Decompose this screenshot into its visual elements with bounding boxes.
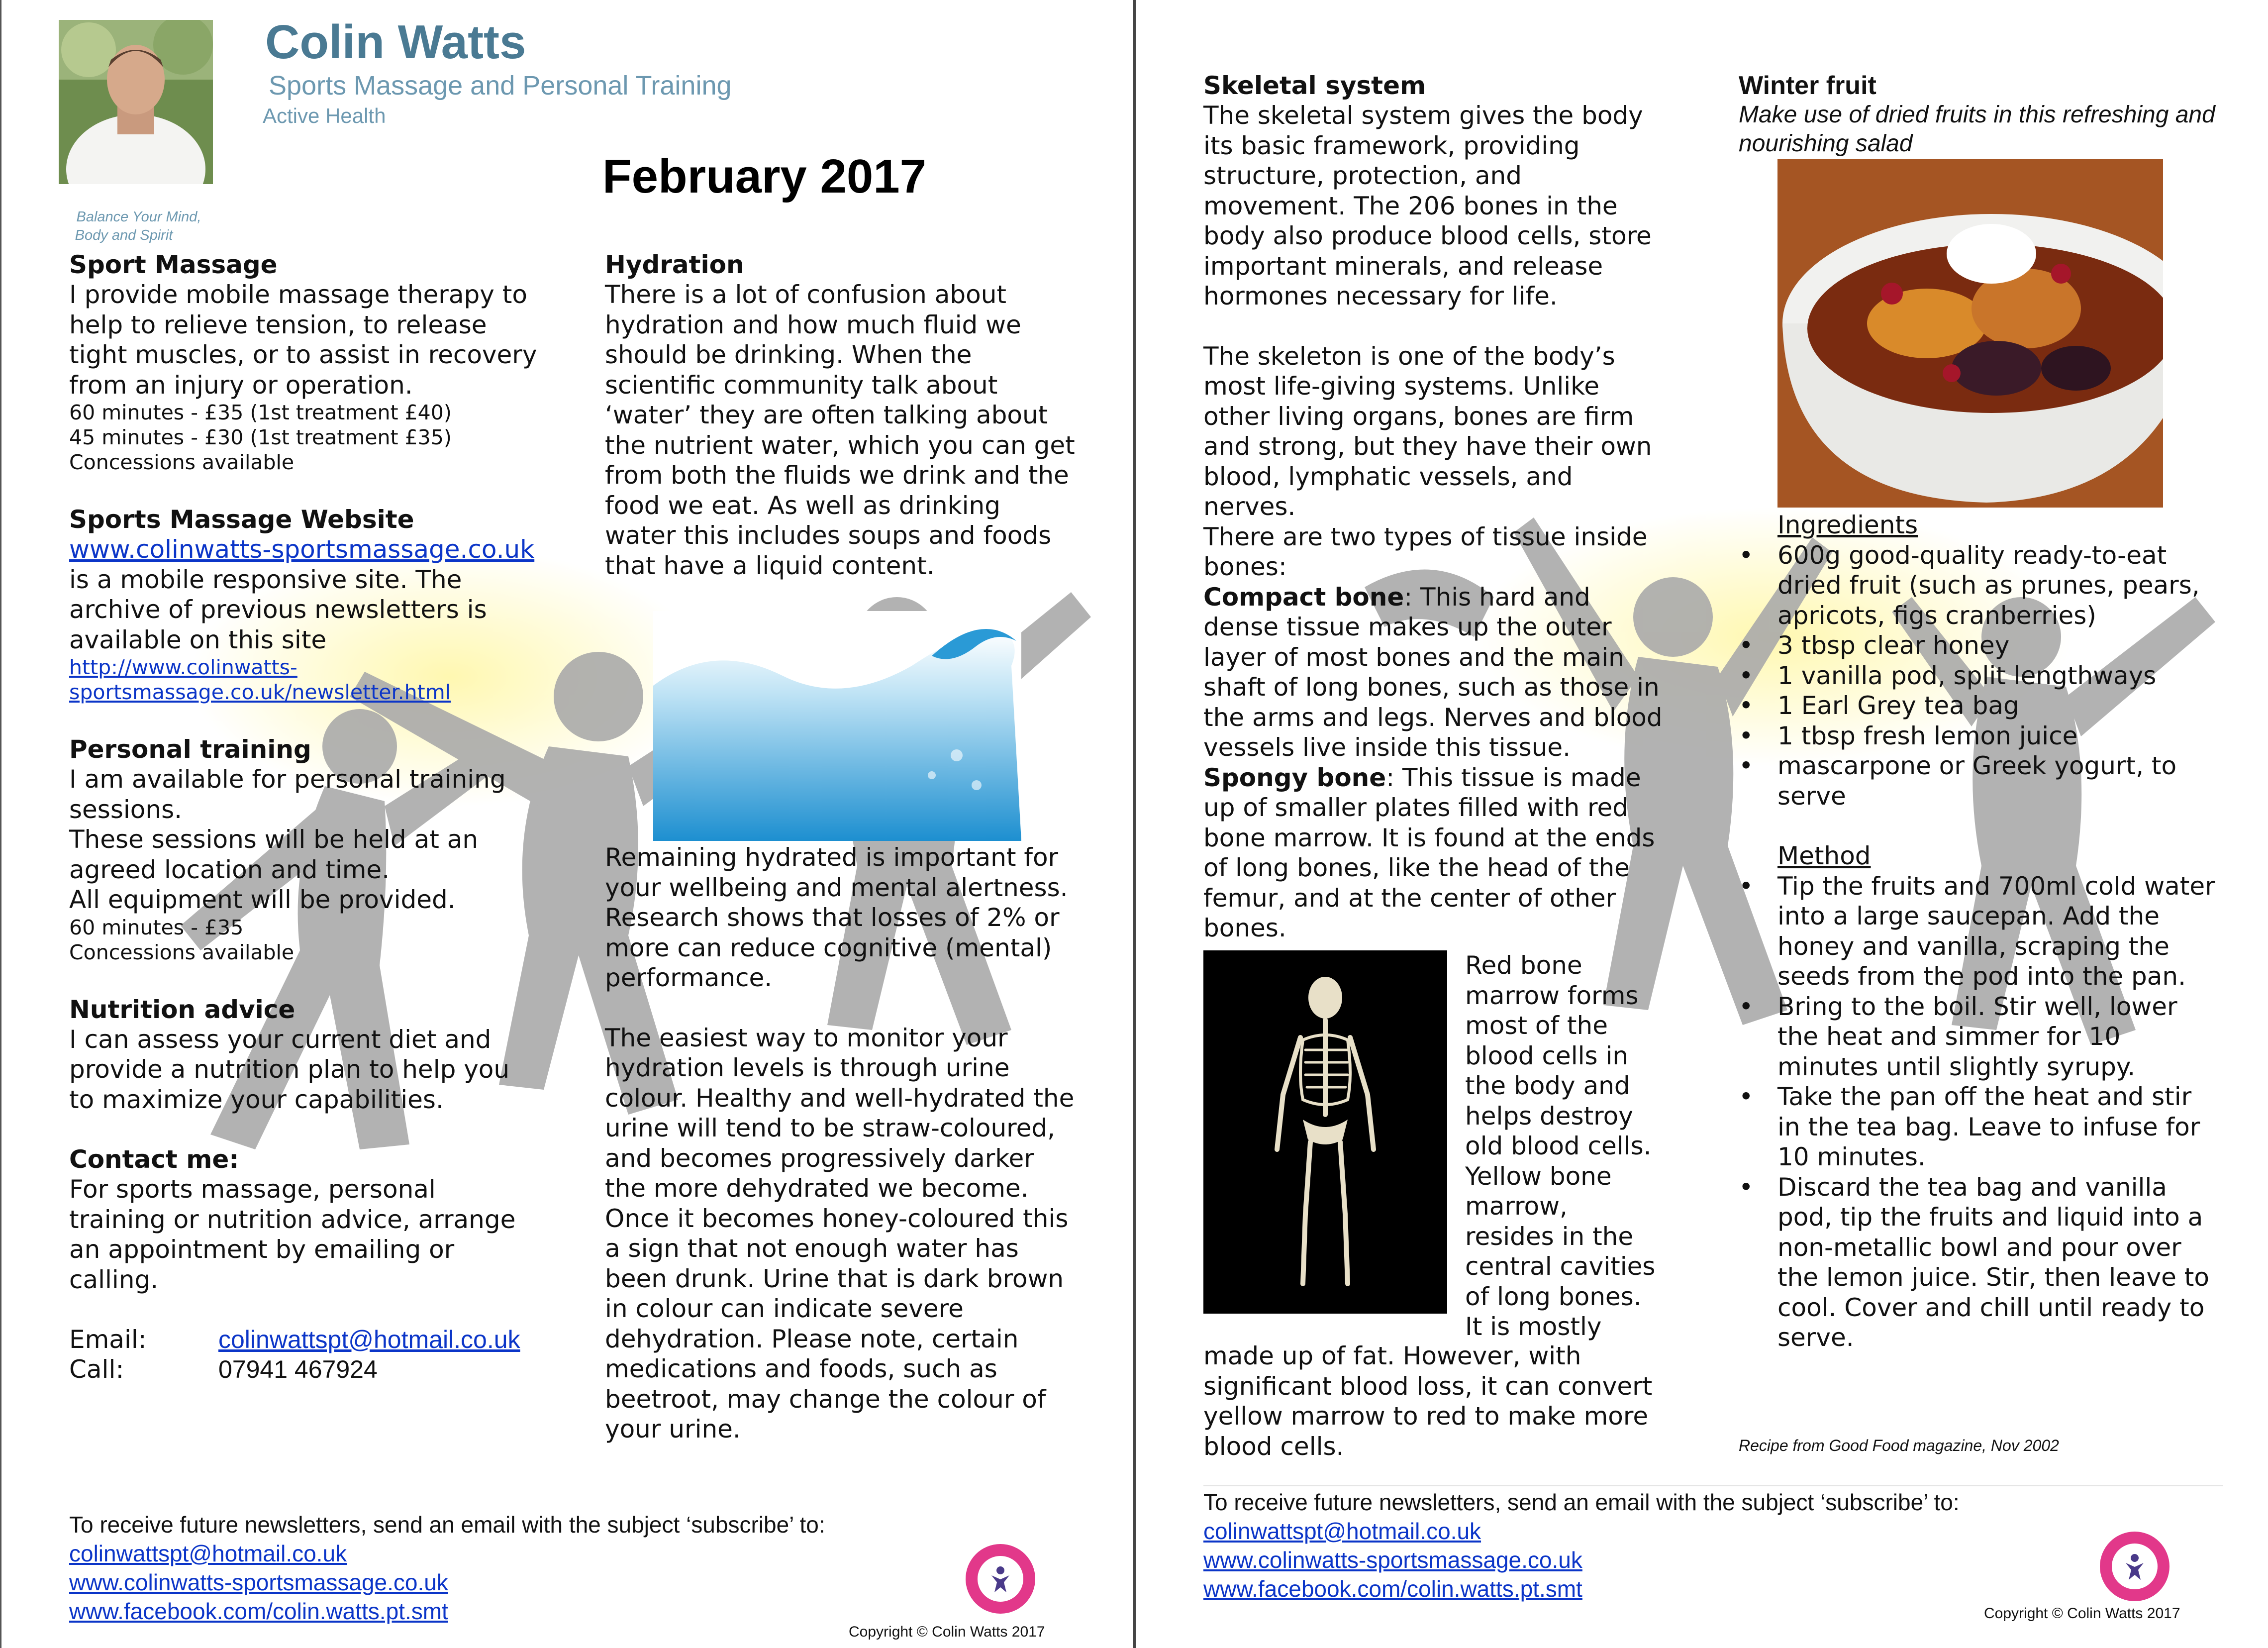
ingredient-item: • 600g good-quality ready-to-eat dried fruit (such as prunes, pears, apricots, figs cranberries) [1739, 540, 2216, 631]
fruit-bowl-image [1777, 159, 2163, 508]
tagline-line-2: Body and Spirit [75, 227, 173, 243]
email-label: Email: [69, 1325, 147, 1354]
compact-bone-label: Compact bone [1203, 582, 1404, 612]
website-link[interactable]: www.colinwatts-sportsmassage.co.uk [69, 535, 535, 564]
footer-divider [1203, 1485, 2223, 1486]
hydration-column [605, 250, 1083, 581]
spongy-bone-para [1203, 763, 1669, 943]
sport-massage-concessions: Concessions available [69, 450, 295, 474]
ingredients-list [1739, 540, 2216, 812]
phone-row [69, 1354, 557, 1384]
skeletal-para-2: The skeleton is one of the body’s most life-giving systems. Unlike other living organs, bones are firm and strong, but they have their own blood, lymphatic vessels, and nerves. [1203, 341, 1652, 521]
sport-massage-heading: Sport Massage [69, 250, 278, 279]
skeletal-heading: Skeletal system [1203, 71, 1426, 100]
copyright-right: Copyright © Colin Watts 2017 [1984, 1605, 2180, 1622]
personal-training-heading: Personal training [69, 735, 311, 764]
reps-badge-icon [964, 1543, 1037, 1615]
ingredient-item: • 1 tbsp fresh lemon juice [1739, 721, 2216, 751]
sport-massage-price-60: 60 minutes - £35 (1st treatment £40) [69, 401, 452, 424]
contact-email-link[interactable]: colinwattspt@hotmail.co.uk [218, 1326, 520, 1353]
skeletal-column [1203, 71, 1681, 943]
ingredient-item: • mascarpone or Greek yogurt, to serve [1739, 751, 2216, 811]
sport-massage-body: I provide mobile massage therapy to help to relieve tension, to release tight muscles, or to assist in recovery from an injury or operation. [69, 280, 537, 400]
phone-label: Call: [69, 1355, 124, 1384]
footer-facebook-link-right[interactable]: www.facebook.com/colin.watts.pt.smt [1203, 1576, 1582, 1602]
recipe-column [1739, 71, 2236, 158]
personal-training-concessions: Concessions available [69, 940, 295, 964]
contact-body: For sports massage, personal training or nutrition advice, arrange an appointment by emailing or calling. [69, 1175, 516, 1294]
marrow-side-text: Red bone marrow forms most of the blood cells in the body and helps destroy old blood cells. Yellow bone marrow, resides in the central cavities of long bones. It is mostly [1465, 951, 1656, 1341]
nutrition-heading: Nutrition advice [69, 995, 296, 1024]
tagline-line-1: Balance Your Mind, [76, 209, 201, 225]
marrow-rest-text: made up of fat. However, with significant blood loss, it can convert yellow marrow to red to make more blood cells. [1203, 1341, 1653, 1461]
hydration-column-lower [605, 842, 1083, 1444]
method-step-item: • Discard the tea bag and vanilla pod, tip the fruits and liquid into a non-metallic bowl and pour over the lemon juice. Stir, then leave to cool. Cover and chill until ready to serve. [1739, 1172, 2216, 1353]
recipe-source: Recipe from Good Food magazine, Nov 2002 [1739, 1437, 2059, 1454]
subscribe-text-right: To receive future newsletters, send an email with the subject ‘subscribe’ to: [1203, 1489, 1960, 1515]
contact-heading: Contact me: [69, 1145, 239, 1174]
left-column [69, 250, 557, 1384]
hydration-para-3: The easiest way to monitor your hydration levels is through urine colour. Healthy and well-hydrated the urine will tend to be straw-coloured, and becomes progressively darker the more dehydrated we become. Once it becomes honey-coloured this a sign that not enough water has been drunk. Urine that is dark brown in colour can indicate severe dehydration. Please note, certain medications and foods, such as beetroot, may change the colour of your urine. [605, 1023, 1075, 1443]
newsletter-page-left [0, 0, 1133, 1648]
newsletter-page-right [1133, 0, 2268, 1648]
reps-badge-icon-right [2098, 1530, 2171, 1603]
ingredient-item: • 3 tbsp clear honey [1739, 630, 2216, 661]
contact-phone: 07941 467924 [218, 1355, 378, 1383]
recipe-lists [1739, 510, 2246, 1353]
copyright-left: Copyright © Colin Watts 2017 [849, 1624, 1045, 1640]
issue-date: February 2017 [602, 150, 927, 203]
skeletal-para-1: The skeletal system gives the body its basic framework, providing structure, protection, and movement. The 206 bones in the body also produce blood cells, store important minerals, and release hormones necessary for life. [1203, 101, 1652, 310]
profile-photo [59, 20, 213, 184]
method-step-item: • Bring to the boil. Stir well, lower the heat and simmer for 10 minutes until slightly syrupy. [1739, 992, 2216, 1082]
water-wave-image [653, 611, 1021, 841]
personal-training-body: I am available for personal training sessions. These sessions will be held at an agreed location and time. All equipment will be provided. [69, 765, 506, 914]
tagline [69, 208, 208, 245]
personal-training-price: 60 minutes - £35 [69, 915, 244, 939]
hydration-para-2: Remaining hydrated is important for your wellbeing and mental alertness. Research shows that losses of 2% or more can reduce cognitive (mental) performance. [605, 843, 1068, 992]
header-subtitle: Sports Massage and Personal Training [269, 71, 732, 101]
footer-left [69, 1510, 1114, 1626]
footer-facebook-link[interactable]: www.facebook.com/colin.watts.pt.smt [69, 1598, 448, 1624]
subscribe-text: To receive future newsletters, send an email with the subject ‘subscribe’ to: [69, 1512, 825, 1538]
compact-bone-text: : This hard and dense tissue makes up the outer layer of most bones and the main shaft of long bones, such as those in the arms and legs. Nerves and blood vessels live inside this tissue. [1203, 582, 1663, 762]
sport-massage-price-45: 45 minutes - £30 (1st treatment £35) [69, 425, 452, 449]
website-body: is a mobile responsive site. The archive of previous newsletters is available on this site [69, 565, 487, 654]
footer-right [1203, 1488, 2198, 1603]
hydration-heading: Hydration [605, 250, 744, 279]
footer-email-link-right[interactable]: colinwattspt@hotmail.co.uk [1203, 1518, 1481, 1544]
footer-website-link[interactable]: www.colinwatts-sportsmassage.co.uk [69, 1569, 448, 1595]
hydration-para-1: There is a lot of confusion about hydration and how much fluid we should be drinking. When the scientific community talk about ‘water’ they are often talking about the nutrient water, which you can get from both the fluids we drink and the food we eat. As well as drinking water this includes soups and foods that have a liquid content. [605, 280, 1075, 580]
newsletter-archive-link-2[interactable]: sportsmassage.co.uk/newsletter.html [69, 680, 451, 704]
method-list [1739, 871, 2216, 1353]
spongy-bone-text: : This tissue is made up of smaller plates filled with red bone marrow. It is found at the ends of long bones, like the head of the femur, and at the center of other bones. [1203, 763, 1655, 942]
email-row [69, 1325, 557, 1354]
recipe-intro: Make use of dried fruits in this refreshing and nourishing salad [1739, 102, 2215, 157]
newsletter-archive-link-1[interactable]: http://www.colinwatts- [69, 655, 297, 679]
nutrition-body: I can assess your current diet and provide a nutrition plan to help you to maximize your capabilities. [69, 1025, 510, 1114]
ingredient-item: • 1 Earl Grey tea bag [1739, 691, 2216, 721]
website-heading: Sports Massage Website [69, 505, 414, 534]
company-name: Active Health [263, 104, 386, 127]
footer-email-link[interactable]: colinwattspt@hotmail.co.uk [69, 1541, 347, 1566]
skeletal-para-3: There are two types of tissue inside bones: [1203, 522, 1648, 581]
skeleton-image [1203, 950, 1447, 1314]
ingredient-item: • 1 vanilla pod, split lengthways [1739, 661, 2216, 691]
method-step-item: • Take the pan off the heat and stir in the tea bag. Leave to infuse for 10 minutes. [1739, 1082, 2216, 1172]
spongy-bone-label: Spongy bone [1203, 763, 1386, 792]
footer-website-link-right[interactable]: www.colinwatts-sportsmassage.co.uk [1203, 1547, 1582, 1573]
recipe-heading: Winter fruit [1739, 71, 1876, 100]
author-name: Colin Watts [265, 15, 526, 69]
method-heading: Method [1777, 841, 1871, 870]
method-step-item: • Tip the fruits and 700ml cold water into a large saucepan. Add the honey and vanilla, scraping the seeds from the pod into the pan. [1739, 871, 2216, 992]
ingredients-heading: Ingredients [1777, 511, 1918, 539]
compact-bone-para [1203, 582, 1669, 763]
